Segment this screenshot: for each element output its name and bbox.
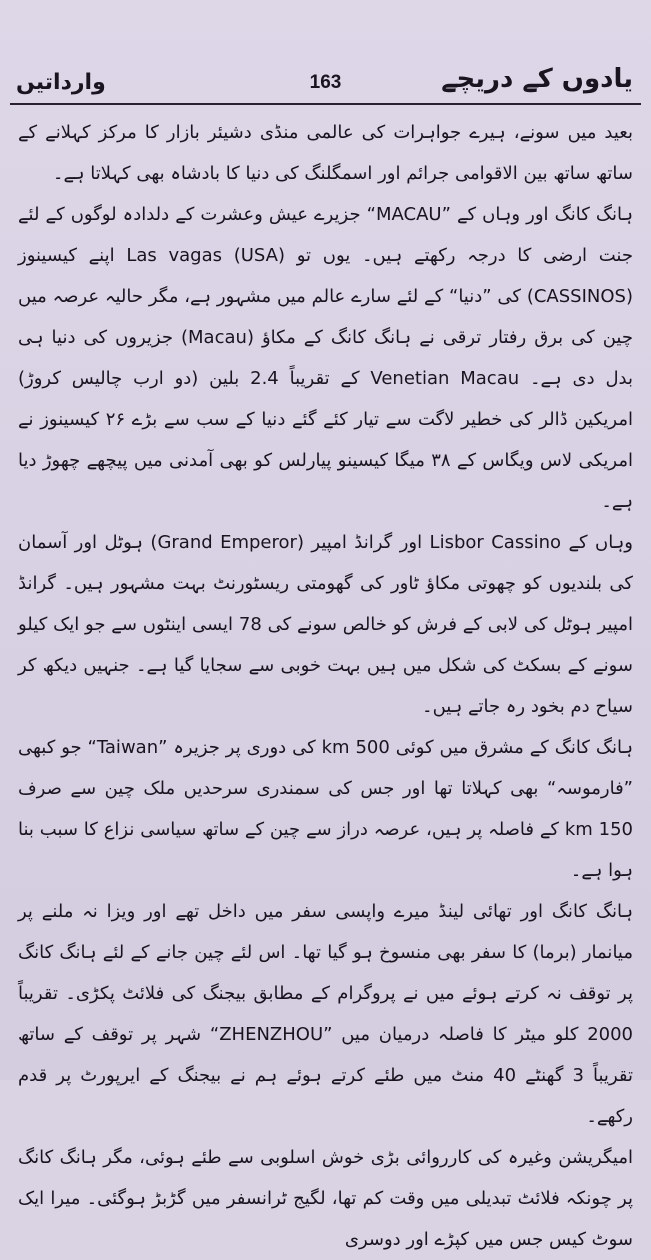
page-body	[18, 112, 633, 1260]
paragraph: ہانگ کانگ کے مشرق میں کوئی 500 km کی دوری پر جزیرہ ”Taiwan“ جو کبھی ”فارموسہ“ بھی کہلاتا تھا اور جس کی سمندری سرحدیں ملک چین سے صرف 150 km کے فاصلہ پر ہیں، عرصہ دراز سے چین کے ساتھ سیاسی نزاع کا سبب بنا ہوا ہے۔	[18, 737, 633, 881]
paragraph: بعید میں سونے، ہیرے جواہرات کی عالمی منڈی دشیئر بازار کا مرکز کہلانے کے ساتھ ساتھ بین الاقوامی جرائم اور اسمگلنگ کی دنیا کا بادشاہ بھی کہلاتا ہے۔	[18, 122, 633, 184]
page-header	[14, 60, 637, 100]
section-title: یادوں کے دریچے	[441, 64, 633, 94]
paragraph: امیگریشن وغیرہ کی کارروائی بڑی خوش اسلوبی سے طئے ہوئی، مگر ہانگ کانگ پر چونکہ فلائٹ تبدیلی میں وقت کم تھا، لگیج ٹرانسفر میں گڑبڑ ہوگئی۔ میرا ایک سوٹ کیس جس میں کپڑے اور دوسری	[18, 1147, 633, 1250]
page-number: 163	[309, 72, 342, 93]
header-divider	[10, 103, 641, 105]
paragraph: وہاں کے Lisbor Cassino اور گرانڈ امپیر (Grand Emperor) ہوٹل اور آسمان کی بلندیوں کو چھوتی مکاؤ ٹاور کی گھومتی ریسٹورنٹ بہت مشہور ہیں۔ گرانڈ امپیر ہوٹل کی لابی کے فرش کو خالص سونے کی 78 ایسی اینٹوں سے جو ایک کیلو سونے کے بسکٹ کی شکل میں ہیں بہت خوبی سے سجایا گیا ہے۔ جنہیں دیکھ کر سیاح دم بخود رہ جاتے ہیں۔	[18, 532, 633, 717]
chapter-title: وارداتیں	[16, 70, 106, 95]
paragraph: ہانگ کانگ اور وہاں کے ”MACAU“ جزیرے عیش وعشرت کے دلدادہ لوگوں کے لئے جنت ارضی کا درجہ رکھتے ہیں۔ یوں تو Las vagas (USA) اپنے کیسینوز (CASSINOS) کی ”دنیا“ کے لئے سارے عالم میں مشہور ہے، مگر حالیہ عرصہ میں چین کی برق رفتار ترقی نے ہانگ کانگ کے مکاؤ (Macau) جزیروں کی دنیا ہی بدل دی ہے۔ Venetian Macau کے تقریباً 2.4 بلین (دو ارب چالیس کروڑ) امریکین ڈالر کی خطیر لاگت سے تیار کئے گئے دنیا کے سب سے بڑے ۲۶ کیسینوز نے امریکی لاس ویگاس کے ۳۸ میگا کیسینو پیارلس کو بھی آمدنی میں پیچھے چھوڑ دیا ہے۔	[18, 204, 634, 512]
paragraph: ہانگ کانگ اور تھائی لینڈ میرے واپسی سفر میں داخل تھے اور ویزا نہ ملنے پر میانمار (برما) کا سفر بھی منسوخ ہو گیا تھا۔ اس لئے چین جانے کے لئے ہانگ کانگ پر توقف نہ کرتے ہوئے میں نے پروگرام کے مطابق بیجنگ کی فلائٹ پکڑی۔ تقریباً 2000 کلو میٹر کا فاصلہ درمیان میں ”ZHENZHOU“ شہر پر توقف کے ساتھ تقریباً 3 گھنٹے 40 منٹ میں طئے کرتے ہوئے ہم نے بیجنگ کے ایرپورٹ پر قدم رکھے۔	[18, 901, 633, 1127]
